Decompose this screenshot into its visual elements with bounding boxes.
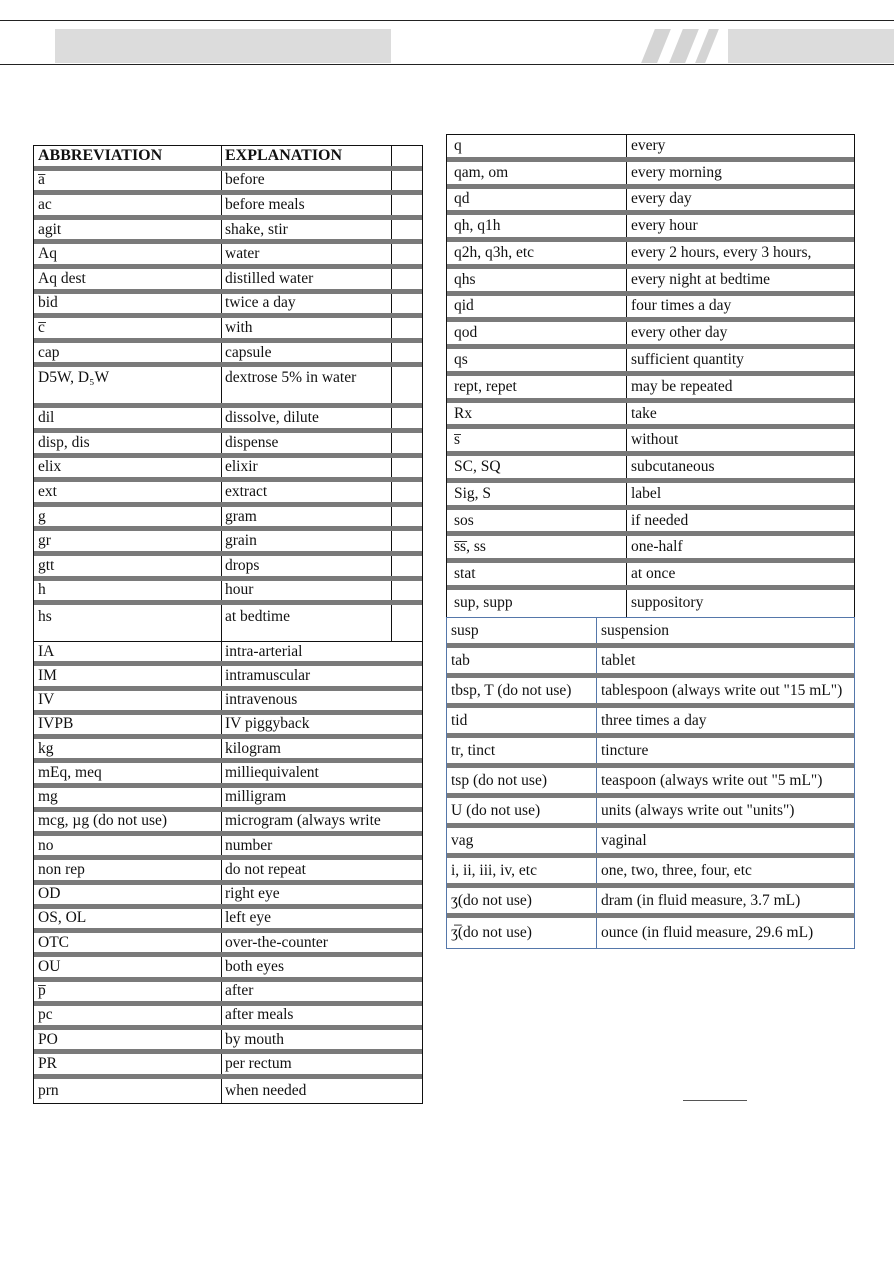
abbreviation-cell: gr [38,532,51,550]
table-row [447,590,854,617]
abbreviation-cell: tbsp, T (do not use) [451,681,572,699]
explanation-cell: by mouth [225,1030,284,1048]
explanation-cell: dextrose 5% in water [225,369,357,387]
abbreviation-table-1 [33,145,423,643]
explanation-cell: every morning [631,163,722,181]
table-row [447,269,854,296]
abbreviation-cell: c̅ [38,318,45,336]
abbreviation-cell: sup, supp [454,594,513,612]
explanation-cell: per rectum [225,1054,292,1072]
table-row [34,605,422,630]
abbreviation-cell: gtt [38,556,55,574]
table-row [34,1030,422,1054]
header-bottom-rule [0,64,894,65]
table-row [447,215,854,242]
table-row [447,349,854,376]
table-row [34,507,422,532]
abbreviation-cell: qs [454,351,468,368]
abbreviation-table-2 [33,641,423,1104]
table-row [34,982,422,1006]
table-row [447,135,854,162]
table-row [447,456,854,483]
explanation-cell: with [225,318,253,336]
explanation-cell: intramuscular [225,666,311,684]
abbreviation-cell: qam, om [454,163,509,181]
table-row [34,812,422,836]
explanation-cell: every night at bedtime [631,270,771,288]
abbreviation-cell: tsp (do not use) [451,771,548,789]
explanation-cell: take [631,404,657,422]
abbreviation-cell: agit [38,220,62,238]
explanation-cell: dissolve, dilute [225,409,319,427]
abbreviation-cell: IA [38,642,55,660]
abbreviation-cell: sos [454,511,474,529]
abbreviation-cell: h [38,581,46,599]
explanation-cell: milliequivalent [225,763,319,781]
explanation-cell: shake, stir [225,220,288,238]
explanation-cell: suspension [601,621,670,639]
table-row [447,429,854,456]
abbreviation-cell: mg [38,788,58,806]
explanation-cell: every other day [631,324,728,342]
explanation-cell: one, two, three, four, etc [601,861,752,879]
table-row [34,666,422,690]
explanation-cell: before meals [225,195,305,213]
table-row [34,1054,422,1078]
explanation-cell: left eye [225,909,272,927]
abbreviation-cell: s̅s̅, ss [454,538,486,556]
explanation-cell: intravenous [225,691,298,709]
table-row [34,860,422,884]
table-row [34,715,422,739]
abbreviation-cell: dil [38,409,55,427]
abbreviation-cell: U (do not use) [451,801,541,819]
table-row [34,691,422,715]
explanation-cell: right eye [225,885,280,903]
explanation-cell: before [225,171,265,189]
explanation-cell: hour [225,581,254,599]
explanation-cell: extract [225,482,268,500]
abbreviation-cell: qod [454,324,478,342]
table-row [447,798,854,828]
abbreviation-cell: qh, q1h [454,217,501,235]
abbreviation-cell: elix [38,458,62,476]
header-explanation: EXPLANATION [225,146,343,164]
explanation-cell: one-half [631,538,683,556]
explanation-cell: microgram (always write [225,812,381,830]
abbreviation-cell: IM [38,666,57,684]
explanation-cell: elixir [225,458,258,476]
explanation-cell: milligram [225,788,287,806]
table-row [447,510,854,537]
table-row [34,408,422,433]
explanation-cell: without [631,431,679,449]
table-row [34,933,422,957]
explanation-cell: when needed [225,1081,307,1099]
explanation-cell: sufficient quantity [631,351,744,368]
table-row [34,195,422,220]
explanation-cell: kilogram [225,739,281,757]
explanation-cell: distilled water [225,269,314,287]
table-row [447,918,854,948]
abbreviation-cell: g [38,507,46,525]
abbreviation-cell: s̅ [454,431,461,449]
explanation-cell: may be repeated [631,377,733,395]
abbreviation-cell: PO [38,1030,58,1048]
table-row [34,244,422,269]
abbreviation-cell: tr, tinct [451,741,496,759]
abbreviation-cell: OU [38,957,61,975]
explanation-cell: tablespoon (always write out "15 mL") [601,681,843,699]
explanation-cell: intra-arterial [225,642,303,660]
table-row [34,433,422,458]
abbreviation-cell: ext [38,482,57,500]
explanation-cell: grain [225,532,257,550]
table-row [34,556,422,581]
abbreviation-cell: qid [454,297,474,315]
table-row [34,909,422,933]
table-row [34,294,422,319]
explanation-cell: every hour [631,217,698,235]
explanation-cell: every day [631,190,692,208]
explanation-cell: dispense [225,433,279,451]
abbreviation-cell: cap [38,343,60,361]
explanation-cell: tincture [601,741,649,759]
explanation-cell: number [225,836,273,854]
table-row [34,957,422,981]
header-stripe-3 [695,29,719,63]
explanation-cell: label [631,484,662,502]
abbreviation-table-3 [446,134,855,618]
table-row [34,1006,422,1030]
abbreviation-cell: qhs [454,270,476,288]
table-row [34,343,422,368]
table-row [34,531,422,556]
abbreviation-cell: IV [38,691,55,709]
explanation-cell: at once [631,565,676,583]
abbreviation-cell: q [454,136,462,154]
table-row [447,648,854,678]
table-row [34,269,422,294]
table-row [447,162,854,189]
explanation-cell: both eyes [225,957,284,975]
abbreviation-cell: hs [38,608,52,626]
footer-rule [683,1100,747,1101]
abbreviation-cell: OS, OL [38,909,87,927]
table-row [447,563,854,590]
abbreviation-cell: rept, repet [454,377,517,395]
table-row [34,836,422,860]
explanation-cell: do not repeat [225,860,306,878]
abbreviation-cell: PR [38,1054,57,1072]
header-banner-left [55,29,391,63]
table-row [34,763,422,787]
header-banner-right [728,29,894,63]
abbreviation-cell: Sig, S [454,484,492,502]
abbreviation-cell: tab [451,651,470,669]
abbreviation-cell: ʒ(do not use) [451,891,532,909]
abbreviation-cell: D5W, D₅W [38,369,110,387]
table-row [34,458,422,483]
abbreviation-cell: mcg, µg (do not use) [38,812,168,830]
abbreviation-cell: IVPB [38,715,74,733]
abbreviation-cell: ʒ̅(do not use) [451,924,532,941]
abbreviation-cell: kg [38,739,54,757]
table-row [34,171,422,196]
explanation-cell: suppository [631,594,704,612]
abbreviation-cell: bid [38,294,58,312]
table-row [34,581,422,606]
abbreviation-cell: Aq dest [38,269,86,287]
table-header-row [34,146,422,171]
explanation-cell: units (always write out "units") [601,801,795,819]
abbreviation-cell: non rep [38,860,85,878]
explanation-cell: teaspoon (always write out "5 mL") [601,771,823,789]
explanation-cell: vaginal [601,831,647,849]
table-row [34,642,422,666]
table-row [447,618,854,648]
abbreviation-cell: OTC [38,933,69,951]
explanation-cell: dram (in fluid measure, 3.7 mL) [601,891,801,909]
header-stripe-2 [669,29,699,63]
abbreviation-cell: Aq [38,245,57,263]
abbreviation-cell: p̅ [38,982,46,1000]
abbreviation-cell: stat [454,565,476,583]
table-row [447,708,854,738]
explanation-cell: at bedtime [225,608,290,626]
explanation-cell: drops [225,556,260,574]
table-row [447,376,854,403]
explanation-cell: IV piggyback [225,715,310,733]
explanation-cell: every [631,136,666,154]
table-row [447,483,854,510]
table-row [34,482,422,507]
table-row [34,318,422,343]
table-row [34,885,422,909]
table-row [34,739,422,763]
abbreviation-cell: pc [38,1006,53,1024]
abbreviation-cell: i, ii, iii, iv, etc [451,861,537,879]
table-row [447,536,854,563]
abbreviation-table-4 [446,617,855,949]
table-row [447,738,854,768]
table-row [34,1079,422,1103]
header-abbreviation: ABBREVIATION [38,146,163,164]
explanation-cell: tablet [601,651,636,669]
abbreviation-cell: tid [451,711,468,729]
explanation-cell: gram [225,507,257,525]
explanation-cell: over-the-counter [225,933,328,951]
abbreviation-cell: qd [454,190,470,208]
table-row [447,322,854,349]
abbreviation-cell: ac [38,195,52,213]
abbreviation-cell: susp [451,621,479,639]
table-row [447,888,854,918]
abbreviation-cell: q2h, q3h, etc [454,243,535,261]
abbreviation-cell: prn [38,1081,59,1099]
abbreviation-cell: SC, SQ [454,458,501,476]
abbreviation-cell: a̅ [38,171,45,189]
table-row [447,678,854,708]
table-row [34,367,422,408]
explanation-cell: three times a day [601,711,707,729]
abbreviation-cell: mEq, meq [38,763,102,781]
explanation-cell: every 2 hours, every 3 hours, [631,243,812,261]
abbreviation-cell: disp, dis [38,433,90,451]
explanation-cell: ounce (in fluid measure, 29.6 mL) [601,924,814,941]
abbreviation-cell: OD [38,885,61,903]
explanation-cell: four times a day [631,297,732,315]
explanation-cell: after meals [225,1006,294,1024]
explanation-cell: twice a day [225,294,296,312]
header-stripe-1 [641,29,671,63]
table-row [34,788,422,812]
header-top-rule [0,20,894,21]
explanation-cell: after [225,982,254,1000]
table-row [447,403,854,430]
table-row [447,242,854,269]
abbreviation-cell: vag [451,831,474,849]
explanation-cell: capsule [225,343,272,361]
table-row [447,296,854,323]
abbreviation-cell: no [38,836,54,854]
explanation-cell: subcutaneous [631,458,715,476]
explanation-cell: if needed [631,511,689,529]
table-row [447,189,854,216]
table-row [447,768,854,798]
table-row [447,828,854,858]
table-row [34,220,422,245]
explanation-cell: water [225,245,260,263]
table-row [447,858,854,888]
abbreviation-cell: Rx [454,404,473,422]
